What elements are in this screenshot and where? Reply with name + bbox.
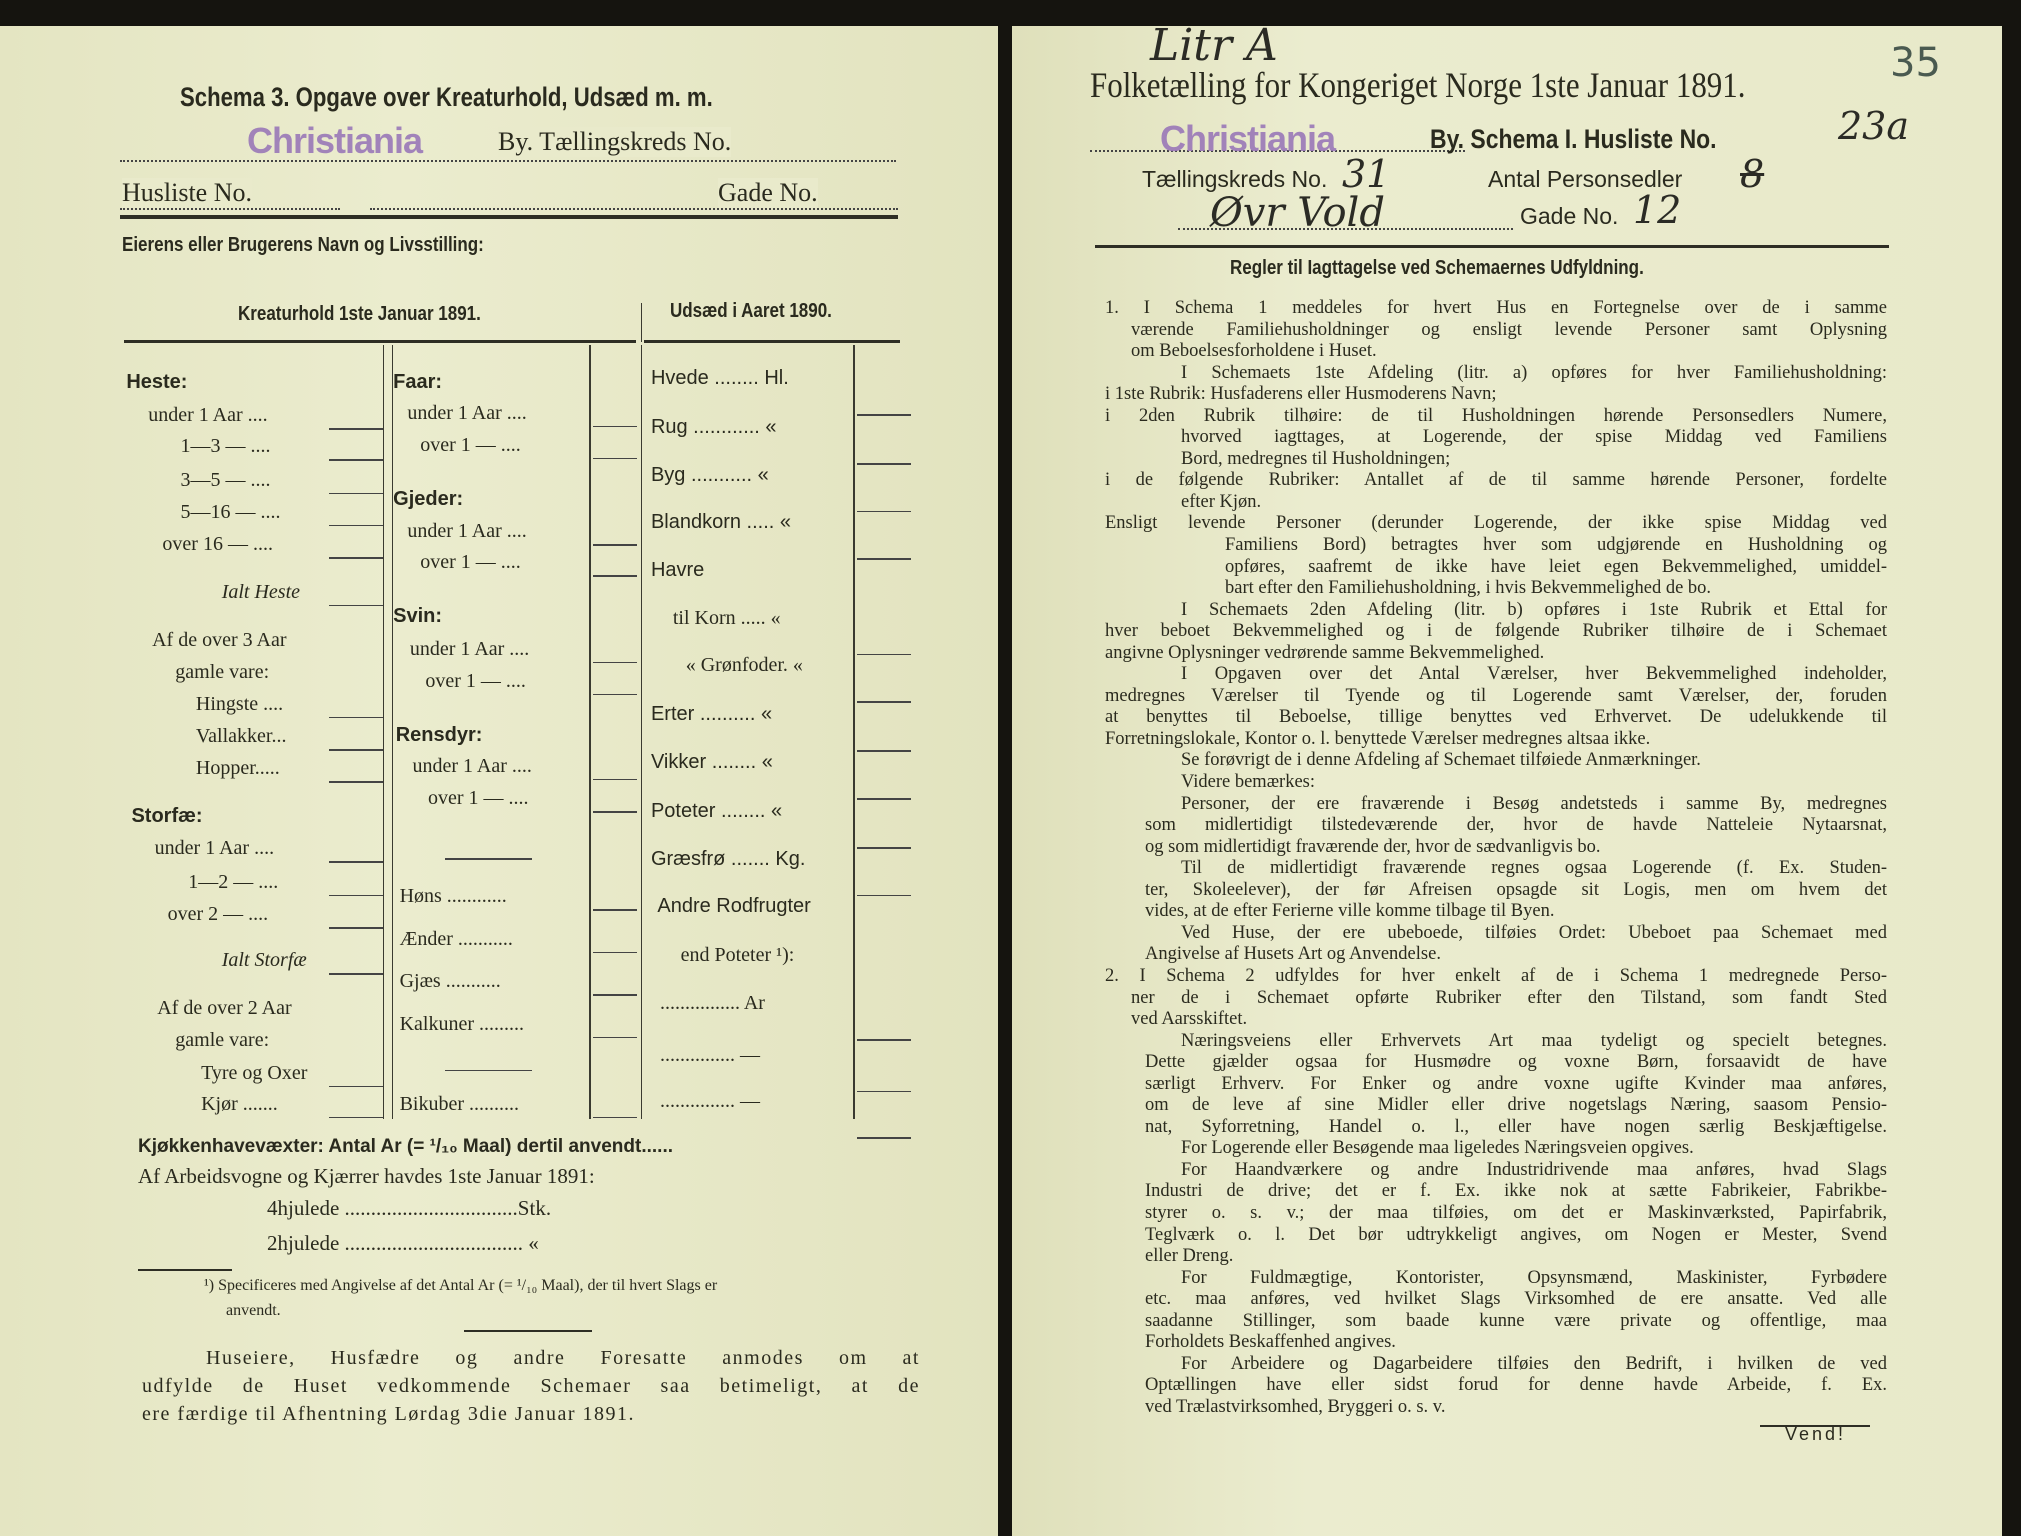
rules-line: 2. I Schema 2 udfyldes for hver enkelt af de i Schema 1 medregnede Perso- [1105,965,1887,986]
city-stamp: Christiania [247,120,423,161]
street-name: Øvr Vold [1210,190,1385,236]
seed-entry-field[interactable] [857,414,911,416]
livestock-row-label: under 1 Aar .... [409,637,530,660]
livestock-row-label: Svin: [393,605,443,628]
schema-3-title: Schema 3. Opgave over Kreaturhold, Udsæd m. m. [180,82,713,112]
rules-line: styrer o. s. v.; der maa tilføies, om det er Maskinværksted, Papirfabrik, [1145,1202,1887,1223]
seed-heading: Udsæd i Aaret 1890. [670,300,832,322]
rules-line: i 1ste Rubrik: Husfaderens eller Husmoderens Navn; [1105,384,1497,405]
notice-rule [464,1330,592,1332]
table-column-divider [589,345,591,1118]
livestock-row-label: Af de over 3 Aar [152,628,287,651]
rules-line: I Opgaven over det Antal Værelser, hver Bekvemmelighed indeholder, [1181,664,1887,685]
header-rule [120,215,898,219]
livestock-row-label: Ialt Heste [221,580,301,603]
seed-row-label: Rug ............ « [650,415,777,438]
rules-line: I Schemaets 2den Afdeling (litr. b) opføres i 1ste Rubrik et Ettal for [1181,599,1887,620]
table-column-divider [392,345,394,1118]
rules-line: medregnes Værelser til Tyende og til Logerende samt Værelser, der, foruden [1105,685,1887,706]
livestock-row-label: Faar: [393,370,443,393]
livestock-entry-field[interactable] [593,811,637,813]
livestock-row-label: over 16 — .... [162,533,273,556]
livestock-entry-field[interactable] [593,544,637,546]
personsedler-label: Antal Personsedler [1488,166,1683,192]
livestock-rule [124,340,636,343]
livestock-entry-field[interactable] [329,493,383,495]
notice-line: ere færdige til Afhentning Lørdag 3die Januar 1891. [142,1403,636,1425]
livestock-entry-field[interactable] [593,694,637,696]
rules-line: saadanne Stillinger, som baade kunne være private og offentlige, maa [1145,1310,1887,1331]
rules-line: og som midlertidigt fraværende der, hvor de sædvanligvis bo. [1145,836,1601,857]
rules-line: Ensligt levende Personer (derunder Logerende, der ikke spise Middag ved [1105,513,1887,534]
livestock-row-label: Storfæ: [131,805,203,828]
rules-line: etc. maa anføres, ved hvilket Slags Virksomhed de ere ansatte. Ved alle [1145,1289,1887,1310]
by-schema-husliste: By. Schema I. Husliste No. [1430,124,1717,154]
rules-line: Bord, medregnes til Husholdningen; [1181,448,1451,469]
rules-line: 1. I Schema 1 meddeles for hvert Hus en Fortegnelse over de i samme [1105,298,1887,318]
notice-paragraph [142,1344,920,1428]
rules-line: Næringsveiens eller Erhvervets Art maa tydeligt og specielt betegnes. [1181,1030,1887,1051]
seed-row-label: Erter .......... « [650,703,773,726]
rules-line: som midlertidigt tilstedeværende der, hvor de havde Natteleie Nytaarsnat, [1145,815,1887,836]
livestock-heading: Kreaturhold 1ste Januar 1891. [238,303,481,325]
livestock-entry-field[interactable] [593,1117,637,1119]
footnote-rule [138,1269,232,1271]
seed-entry-field[interactable] [857,1039,911,1041]
wagons-line: Af Arbeidsvogne og Kjærrer havdes 1ste Januar 1891: [138,1164,595,1188]
livestock-row-label: Heste: [126,370,188,393]
livestock-row-label: over 1 — .... [425,669,526,692]
rules-line: at benyttes til Beboelse, tillige benyttes ved Erhvervet. De udelukkende til [1105,707,1887,728]
rules-line: bart efter den Familiehusholdning, i hvis Bekvemmelighed de bo. [1225,578,1712,599]
rules-line: nat, Syforretning, Handel o. l., eller have nogen særlig Beskjæftigelse. [1145,1116,1887,1137]
rules-line: særligt Erhverv. For Enker og andre voxne ugifte Kvinder maa anføres, [1145,1073,1887,1094]
livestock-entry-field[interactable] [329,861,383,863]
heading-divider [641,303,643,342]
livestock-row-label: 5—16 — .... [180,500,281,523]
seed-row-label: Andre Rodfrugter [657,895,811,918]
rules-line: Forretningslokale, Kontor o. l. benyttede Værelser medregnes altsaa ikke. [1105,728,1651,749]
rules-line: ved Trælastvirksomhed, Bryggeri o. s. v. [1145,1396,1446,1417]
livestock-entry-field[interactable] [329,927,383,929]
livestock-entry-field[interactable] [593,575,637,577]
seed-entry-field[interactable] [857,847,911,849]
rules-line: opføres, saafremt de ikke have leiet egen Bekvemmelighed, umiddel- [1225,556,1887,577]
livestock-row-label: Hingste .... [195,692,284,715]
livestock-entry-field[interactable] [329,1086,383,1088]
footnote-line-1: ¹) Specificeres med Angivelse af det Antal Ar (= ¹/₁₀ Maal), der til hvert Slags er [204,1277,718,1294]
rules-line: ved Aarsskiftet. [1131,1009,1248,1030]
rules-line: Dette gjælder ogsaa for Husmødre og voxne Børn, forsaavidt de have [1145,1052,1887,1073]
rules-line: Forholdets Beskaffenhed angives. [1145,1332,1396,1353]
four-wheel-line: 4hjulede .................................Stk. [267,1196,552,1220]
livestock-entry-field[interactable] [593,994,637,996]
seed-entry-field[interactable] [857,654,911,656]
livestock-row-label: over 1 — .... [420,433,521,456]
seed-row-label: Havre [650,558,705,581]
livestock-entry-field[interactable] [593,952,637,954]
rules-text [1105,298,1887,1418]
livestock-entry-field[interactable] [593,458,637,460]
rules-line: Til de midlertidigt fraværende regnes ogsaa Logerende (f. Ex. Studen- [1181,858,1887,879]
seed-entry-field[interactable] [857,1091,911,1093]
rules-line: Personer, der ere fraværende i Besøg andetsteds i samme By, medregnes [1181,793,1887,814]
livestock-row-label: Tyre og Oxer [201,1061,308,1084]
livestock-row-label: Bikuber .......... [399,1092,520,1115]
livestock-row-label: 1—2 — .... [188,870,279,893]
table-column-divider [641,345,643,1118]
rules-line: Industri de drive; det er f. Ex. ikke nok at sætte Fabrikeier, Fabrikbe- [1145,1181,1887,1202]
gade-dots [370,208,898,210]
livestock-row-label: Af de over 2 Aar [157,997,292,1020]
rules-line: For Logerende eller Besøgende maa ligeledes Næringsveien opgives. [1181,1138,1694,1159]
rules-line: eller Dreng. [1145,1246,1234,1267]
rules-line: ner de i Schemaet opførte Rubriker efter den Tilstand, som fandt Sted [1131,987,1887,1008]
rules-line: angivne Oplysninger vedrørende samme Bekvemmelighed. [1105,642,1545,663]
seed-row-label: Græsfrø ....... Kg. [650,847,806,870]
seed-entry-field[interactable] [857,750,911,752]
livestock-row-label: 3—5 — .... [180,468,271,491]
rules-title: Regler til Iagttagelse ved Schemaernes Udfyldning. [1230,257,1644,279]
notice-line: udfylde de Huset vedkommende Schemaer saa betimeligt, at de [142,1375,920,1397]
rules-line: om Beboelsesforholdene i Huset. [1131,341,1377,362]
seed-entry-field[interactable] [857,558,911,560]
rules-line: Videre bemærkes: [1181,772,1315,793]
husliste-dots [120,208,340,210]
livestock-row-label: Gjæs ........... [399,970,501,993]
livestock-row-label: Høns ............ [399,885,507,907]
livestock-entry-field[interactable] [329,605,383,607]
kreds-number: 31 [1342,152,1391,196]
blank-row-line [445,1070,533,1072]
livestock-entry-field[interactable] [329,717,383,719]
livestock-row-label: Gjeder: [393,487,464,510]
vend-label: Vend! [1785,1424,1847,1444]
rules-line: For Fuldmægtige, Kontorister, Opsynsmænd, Maskinister, Fyrbødere [1181,1267,1887,1288]
livestock-row-label: under 1 Aar .... [154,837,275,860]
livestock-row-label: Rensdyr: [395,723,483,746]
seed-row-label: Vikker ........ « [650,750,773,773]
rules-line: hvorved iagttages, at Logerende, der spise Middag ved Familiens [1181,427,1887,448]
seed-entry-field[interactable] [857,463,911,465]
seed-entry-field[interactable] [857,1137,911,1139]
livestock-entry-field[interactable] [593,662,637,664]
livestock-row-label: Kjør ....... [201,1092,278,1115]
seed-row-label: ............... — [659,1043,760,1066]
livestock-entry-field[interactable] [329,525,383,527]
gade-label-right: Gade No. [1520,203,1619,229]
rules-line: Familiens Bord) betragtes hver som udgjørende en Husholdning og [1225,535,1887,556]
rules-line: Se forøvrigt de i denne Afdeling af Schemaet tilføiede Anmærkninger. [1181,750,1701,771]
livestock-row-label: Kalkuner ......... [399,1012,524,1035]
rules-line: Angivelse af Husets Art og Anvendelse. [1145,944,1441,965]
table-column-divider [853,345,855,1118]
livestock-entry-field[interactable] [593,779,637,781]
husliste-number: 23a [1838,104,1910,148]
rules-line: Optællingen have eller sidst forud for denne havde Arbeide, f. Ex. [1145,1375,1887,1396]
seed-entry-field[interactable] [857,895,911,897]
rules-line: Teglværk o. l. Det bør udtrykkeligt angives, om Nogen er Mester, Svend [1145,1224,1887,1245]
kitchen-garden-line [138,1133,673,1158]
seed-entry-field[interactable] [857,798,911,800]
livestock-entry-field[interactable] [329,749,383,751]
notice-line: Huseiere, Husfædre og andre Foresatte anmodes om at [206,1347,920,1369]
seed-rule [644,340,900,343]
livestock-entry-field[interactable] [593,909,637,911]
livestock-row-label: over 1 — .... [427,787,529,810]
livestock-entry-field[interactable] [329,781,383,783]
livestock-entry-field[interactable] [329,428,383,430]
two-wheel-line: 2hjulede .................................. « [267,1231,539,1255]
by-kreds-label: By. Tællingskreds No. [498,127,732,156]
livestock-row-label: Vallakker... [195,725,287,748]
livestock-entry-field[interactable] [329,973,383,975]
rules-line: om de leve af sine Midler eller drive nogetslags Næring, saasom Pensio- [1145,1095,1887,1116]
gade-label: Gade No. [718,178,818,207]
seed-row-label: Blandkorn ..... « [650,511,792,534]
livestock-entry-field[interactable] [593,426,637,428]
rules-line: i 2den Rubrik tilhøire: de til Husholdningen hørende Personsedlers Numere, [1105,405,1887,426]
livestock-row-label: gamle vare: [175,660,270,683]
livestock-row-label: over 2 — .... [167,903,269,926]
livestock-row-label: Ialt Storfæ [221,949,307,972]
census-title: Folketælling for Kongeriget Norge 1ste Januar 1891. [1090,65,1746,105]
rules-line: For Haandværkere og andre Industridrivende maa anføres, hvad Slags [1181,1159,1887,1180]
rules-line: vides, at de efter Ferierne ville komme tilbage til Byen. [1145,901,1555,922]
seed-row-label: Poteter ........ « [650,799,783,822]
kreds-label: Tællingskreds No. [1142,166,1328,192]
livestock-row-label: 1—3 — .... [180,435,271,458]
rules-line: ter, Skoleelever), der før Afreisen opsagde sit Logis, men om hvem det [1145,879,1887,900]
seed-entry-field[interactable] [857,511,911,513]
rules-line: i de følgende Rubriker: Antallet af de til samme hørende Personer, fordelte [1105,470,1887,491]
livestock-row-label: under 1 Aar .... [412,754,532,777]
rules-line: Ved Huse, der ere ubeboede, tilføies Ordet: Ubeboet paa Schemaet med [1181,922,1887,943]
livestock-row-label: Hopper..... [195,757,280,780]
table-column-divider [383,345,385,1118]
city-stamp-right: Christiania [1160,118,1336,159]
rules-line: hver beboet Bekvemmelighed og i de følgende Rubriker tilhøire de i Schemaet [1105,621,1887,642]
livestock-row-label: under 1 Aar .... [407,401,527,424]
livestock-entry-field[interactable] [329,895,383,897]
husliste-label: Husliste No. [122,178,252,207]
livestock-entry-field[interactable] [329,459,383,461]
kitchen-label: Kjøkkenhavevæxter: Antal Ar (= ¹/₁₀ Maal) dertil anvendt...... [138,1136,674,1157]
livestock-row-label: under 1 Aar .... [407,520,527,543]
livestock-entry-field[interactable] [329,1117,383,1119]
seed-row-label: « Grønfoder. « [685,654,803,677]
litr-annotation: Litr A [1150,20,1278,71]
seed-row-label: Byg ........... « [650,463,769,486]
livestock-entry-field[interactable] [593,1037,637,1039]
page-number: 35 [1890,40,1941,86]
livestock-row-label: Ænder ........... [399,927,513,950]
rules-line: værende Familiehusholdninger og ensligt levende Personer samt Oplysning [1131,319,1887,340]
owner-label: Eierens eller Brugerens Navn og Livsstilling: [122,234,484,256]
livestock-entry-field[interactable] [329,557,383,559]
rules-line: For Arbeidere og Dagarbeidere tilføies den Bedrift, i hvilken de ved [1181,1353,1887,1374]
livestock-row-label: over 1 — .... [420,551,521,574]
right-header-rule [1095,245,1889,248]
city-dotted-line [120,160,896,162]
livestock-row-label: gamle vare: [175,1029,270,1052]
livestock-row-label: under 1 Aar .... [148,404,268,427]
personsedler-number: 8 [1740,152,1765,196]
seed-row-label: Hvede ........ Hl. [650,366,789,389]
gade-number: 12 [1633,188,1682,232]
rules-line: efter Kjøn. [1181,491,1262,512]
seed-row-label: ............... — [659,1089,760,1112]
blank-row-line [445,858,533,860]
seed-row-label: end Poteter ¹): [680,944,795,967]
seed-row-label: ................ Ar [659,991,765,1014]
footnote-line-2: anvendt. [226,1302,281,1319]
seed-row-label: til Korn ..... « [672,606,781,629]
seed-entry-field[interactable] [857,701,911,703]
rules-line: I Schemaets 1ste Afdeling (litr. a) opføres for hver Familiehusholdning: [1181,362,1887,383]
